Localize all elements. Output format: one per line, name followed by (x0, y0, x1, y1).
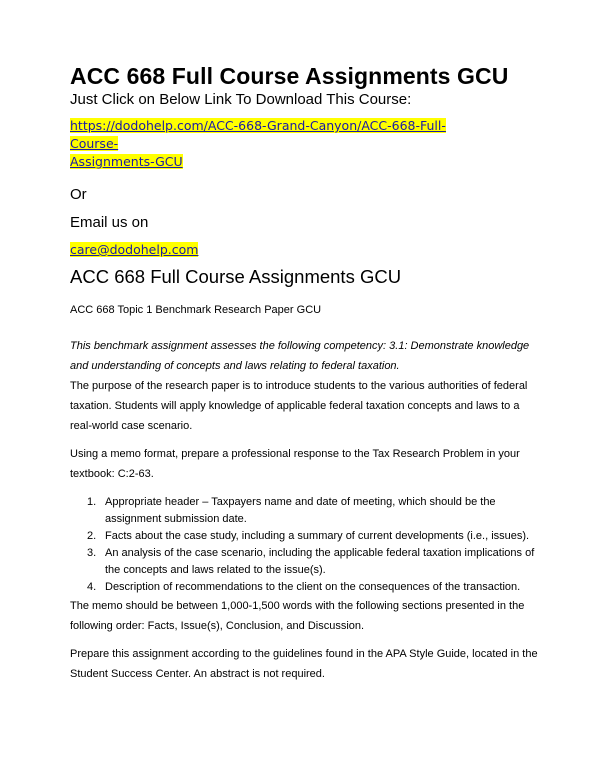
list-item-number: 3. (87, 547, 97, 559)
list-item-number: 1. (87, 496, 97, 508)
course-link-line-2[interactable]: Assignments-GCU (70, 154, 183, 169)
apa-paragraph: Prepare this assignment according to the guidelines found in the APA Style Guide, located in the Student Success Center. An abstract is not required. (70, 648, 538, 680)
list-item (70, 528, 540, 545)
list-item-text: Description of recommendations to the client on the consequences of the transaction. (105, 581, 521, 593)
download-instruction: Just Click on Below Link To Download This Course: (70, 91, 412, 108)
email-link[interactable]: care@dodohelp.com (70, 242, 199, 257)
email-label: Email us on (70, 214, 149, 231)
memo-length-paragraph: The memo should be between 1,000-1,500 words with the following sections presented in the following order: Facts, Issue(s), Conclusion, and Discussion. (70, 600, 525, 632)
list-item-text: Appropriate header – Taxpayers name and date of meeting, which should be the assignment submission date. (105, 496, 496, 525)
section-heading: ACC 668 Full Course Assignments GCU (70, 266, 402, 287)
requirements-list (70, 494, 540, 596)
page-title: ACC 668 Full Course Assignments GCU (70, 63, 509, 89)
course-link-block[interactable] (70, 117, 490, 171)
list-item (70, 494, 540, 528)
list-item (70, 545, 540, 579)
competency-statement: This benchmark assignment assesses the following competency: 3.1: Demonstrate knowledge and understanding of concepts and laws relating to federal taxation. (70, 340, 530, 372)
list-item-number: 4. (87, 581, 97, 593)
or-text: Or (70, 186, 87, 203)
list-item-text: An analysis of the case scenario, including the applicable federal taxation implications of the concepts and laws related to the issue(s). (105, 547, 535, 576)
document-page (70, 62, 540, 692)
topic-title: ACC 668 Topic 1 Benchmark Research Paper GCU (70, 304, 322, 316)
purpose-paragraph: The purpose of the research paper is to introduce students to the various authorities of federal taxation. Students will apply knowledge of applicable federal taxation concepts and laws to a real-world case scenario. (70, 380, 528, 432)
email-block[interactable] (70, 241, 540, 259)
list-item-number: 2. (87, 530, 97, 542)
memo-intro-paragraph: Using a memo format, prepare a professional response to the Tax Research Problem in your textbook: C:2-63. (70, 448, 520, 480)
course-link-line-1[interactable]: https://dodohelp.com/ACC-668-Grand-Canyon/ACC-668-Full-Course- (70, 118, 446, 151)
list-item (70, 579, 540, 596)
list-item-text: Facts about the case study, including a summary of current developments (i.e., issues). (105, 530, 530, 542)
